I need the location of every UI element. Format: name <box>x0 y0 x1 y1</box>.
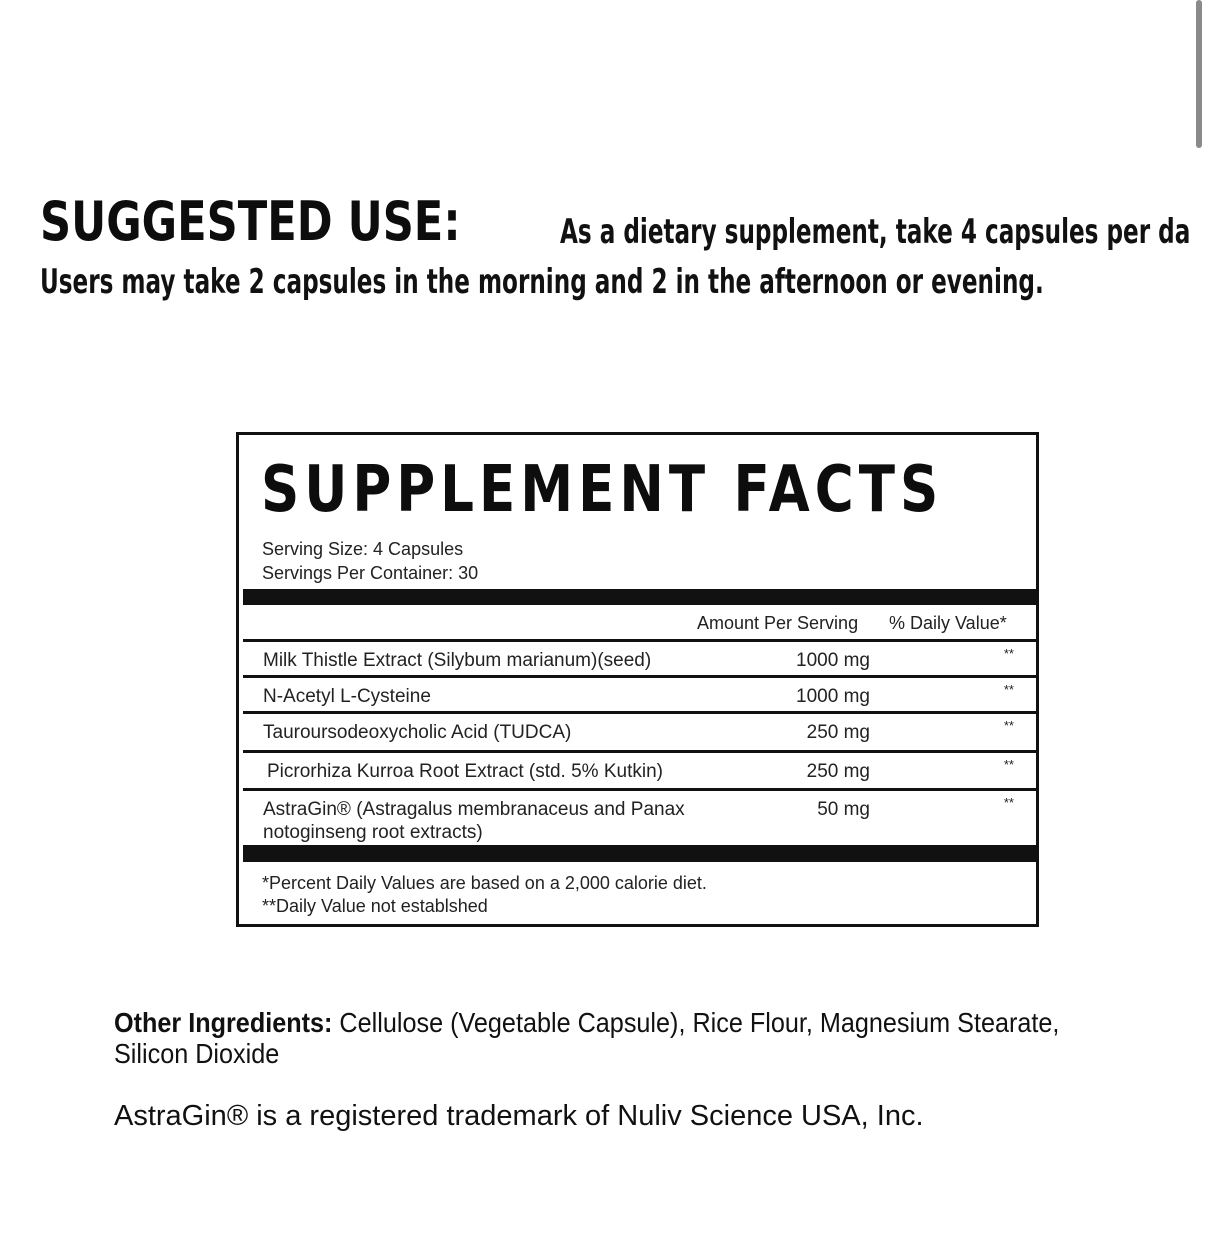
nutrient-row <box>243 642 1036 678</box>
thick-divider-top <box>243 589 1036 605</box>
supplement-facts-panel <box>236 432 1039 927</box>
nutrient-name: AstraGin® (Astragalus membranaceus and Panax notoginseng root extracts) <box>263 799 685 843</box>
nutrient-amount: 1000 mg <box>796 650 870 671</box>
column-header-row <box>243 605 1036 642</box>
scrollbar[interactable] <box>1196 0 1202 148</box>
nutrient-name: Milk Thistle Extract (Silybum marianum)(seed) <box>263 650 652 671</box>
suggested-use-text-2: Users may take 2 capsules in the morning and 2 in the afternoon or evening. <box>40 262 1044 302</box>
nutrient-amount: 250 mg <box>806 761 870 782</box>
footnotes <box>262 872 707 918</box>
serving-size: Serving Size: 4 Capsules <box>262 539 464 559</box>
nutrient-daily-value: ** <box>1003 718 1014 733</box>
footnote-not-established: **Daily Value not establshed <box>262 896 488 916</box>
suggested-use-line1 <box>40 190 566 253</box>
nutrient-row <box>243 714 1036 753</box>
nutrient-row <box>243 678 1036 714</box>
suggested-use-section <box>40 190 1214 320</box>
nutrient-name: N-Acetyl L-Cysteine <box>263 686 431 707</box>
nutrient-amount: 250 mg <box>806 722 870 743</box>
nutrient-amount: 1000 mg <box>796 686 870 707</box>
other-ingredients-label: Other Ingredients: <box>114 1007 333 1038</box>
nutrient-row <box>243 791 1036 843</box>
other-ingredients-text: Cellulose (Vegetable Capsule), Rice Flour, Magnesium Stearate, Silicon Dioxide <box>114 1007 1060 1069</box>
nutrient-daily-value: ** <box>1003 682 1014 697</box>
nutrient-daily-value: ** <box>1003 757 1014 772</box>
thick-divider-bottom <box>243 845 1036 862</box>
nutrient-row <box>243 753 1036 791</box>
nutrient-amount: 50 mg <box>817 799 870 820</box>
trademark-notice: AstraGin® is a registered trademark of Nuliv Science USA, Inc. <box>114 1100 924 1132</box>
column-header-daily-value: % Daily Value* <box>889 613 1007 633</box>
serving-info <box>262 537 478 585</box>
nutrient-name: Picrorhiza Kurroa Root Extract (std. 5% Kutkin) <box>267 761 663 782</box>
column-header-amount: Amount Per Serving <box>697 613 859 633</box>
servings-per-container: Servings Per Container: 30 <box>262 563 479 583</box>
nutrient-daily-value: ** <box>1003 795 1014 810</box>
suggested-use-heading: SUGGESTED USE: <box>40 190 461 253</box>
nutrient-name: Tauroursodeoxycholic Acid (TUDCA) <box>263 722 572 743</box>
suggested-use-text-1: As a dietary supplement, take 4 capsules per da <box>560 212 1191 252</box>
other-ingredients <box>114 1007 1104 1069</box>
nutrient-daily-value: ** <box>1003 646 1014 661</box>
footnote-daily-values: *Percent Daily Values are based on a 2,000 calorie diet. <box>262 873 707 893</box>
supplement-facts-title: SUPPLEMENT FACTS <box>261 453 944 527</box>
